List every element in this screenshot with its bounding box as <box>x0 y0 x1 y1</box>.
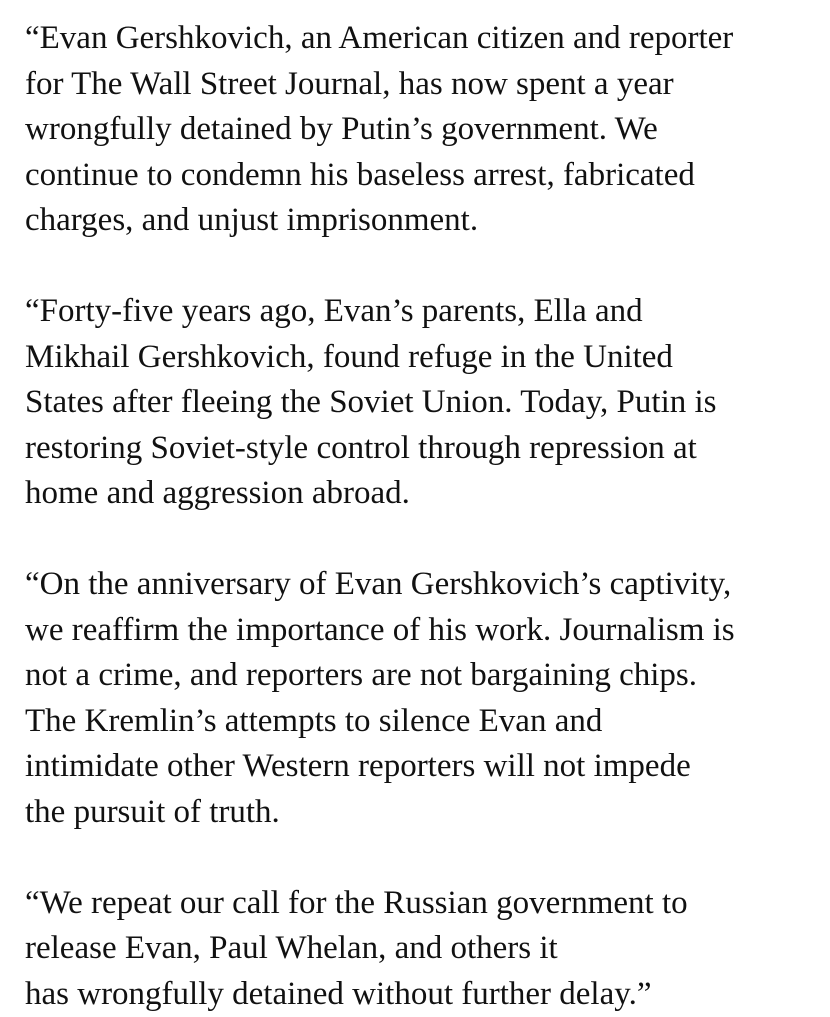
text-line: “On the anniversary of Evan Gershkovich’s captivity, <box>25 562 825 608</box>
text-line: has wrongfully detained without further delay.” <box>25 972 825 1017</box>
statement-paragraph-3 <box>25 562 825 835</box>
text-line: “We repeat our call for the Russian government to <box>25 881 825 927</box>
statement-paragraph-2 <box>25 289 825 517</box>
text-line: home and aggression abroad. <box>25 471 825 517</box>
statement-paragraph-4 <box>25 881 825 1017</box>
text-line: “Forty-five years ago, Evan’s parents, Ella and <box>25 289 825 335</box>
text-line: “Evan Gershkovich, an American citizen and reporter <box>25 16 825 62</box>
text-line: for The Wall Street Journal, has now spent a year <box>25 62 825 108</box>
text-line: not a crime, and reporters are not bargaining chips. <box>25 653 825 699</box>
text-line: continue to condemn his baseless arrest, fabricated <box>25 153 825 199</box>
text-line: restoring Soviet-style control through repression at <box>25 426 825 472</box>
text-line: release Evan, Paul Whelan, and others it <box>25 926 825 972</box>
text-line: Mikhail Gershkovich, found refuge in the United <box>25 335 825 381</box>
text-line: charges, and unjust imprisonment. <box>25 198 825 244</box>
text-line: States after fleeing the Soviet Union. Today, Putin is <box>25 380 825 426</box>
text-line: intimidate other Western reporters will not impede <box>25 744 825 790</box>
statement-text <box>25 16 825 1017</box>
statement-paragraph-1 <box>25 16 825 244</box>
text-line: The Kremlin’s attempts to silence Evan and <box>25 699 825 745</box>
text-line: wrongfully detained by Putin’s government. We <box>25 107 825 153</box>
text-line: we reaffirm the importance of his work. Journalism is <box>25 608 825 654</box>
text-line: the pursuit of truth. <box>25 790 825 836</box>
